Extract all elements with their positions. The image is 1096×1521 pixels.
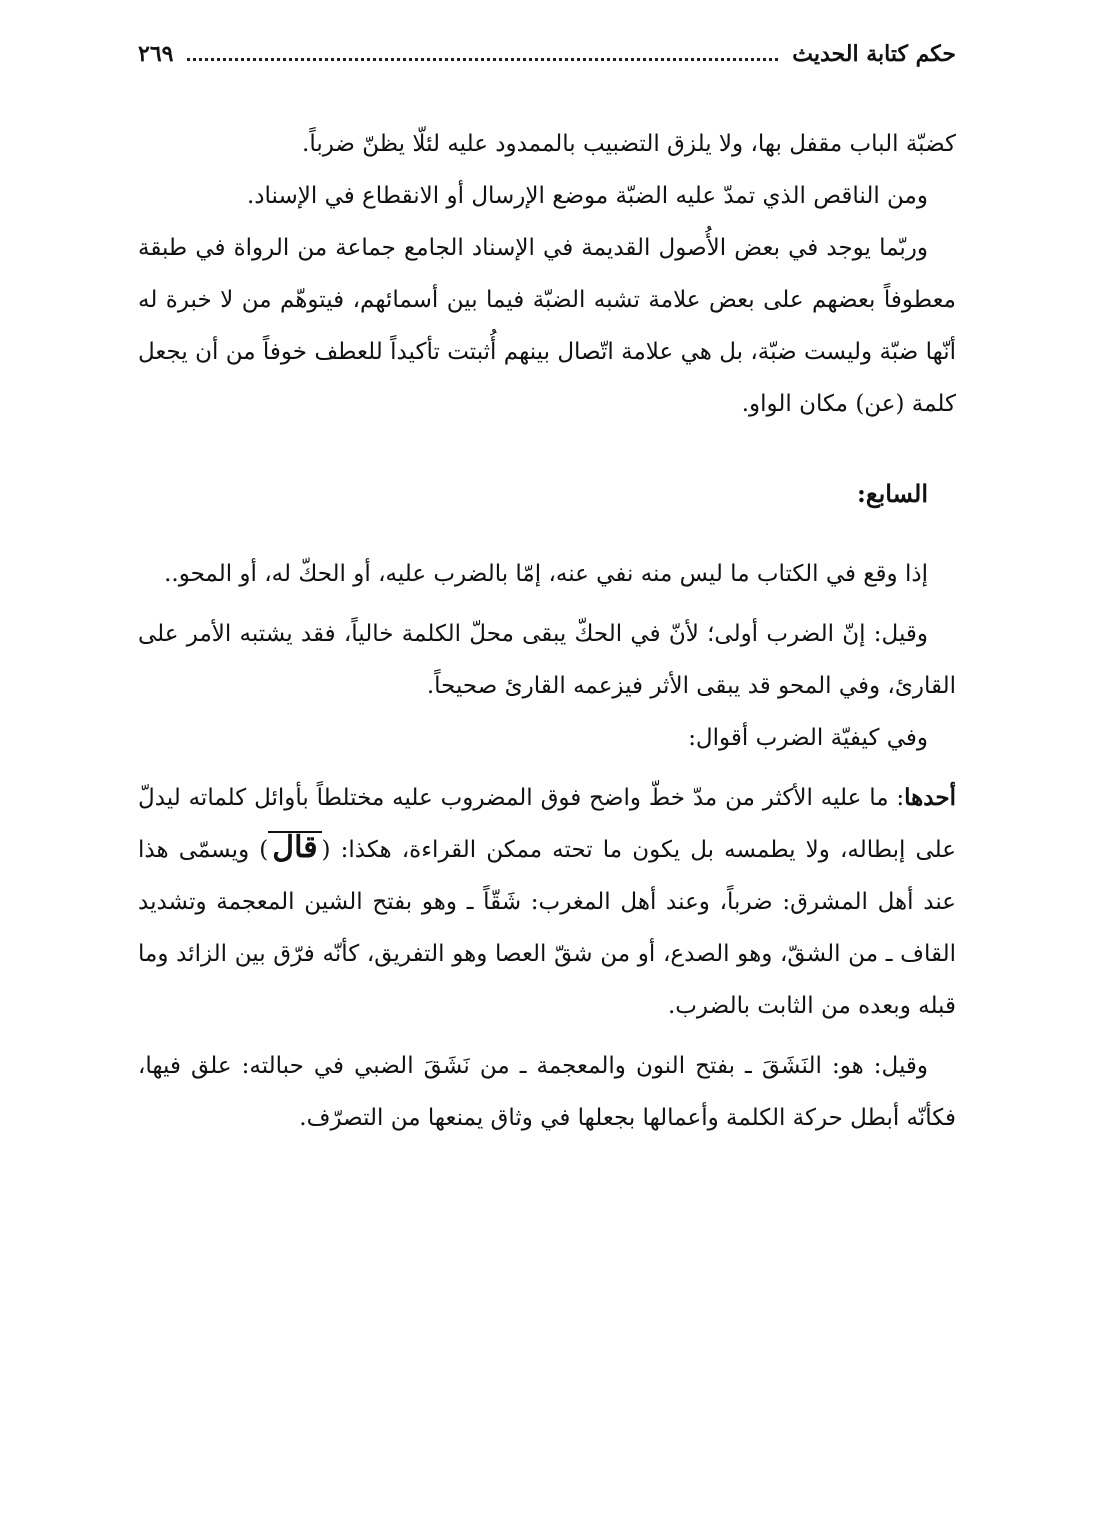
paragraph: ومن الناقص الذي تمدّ عليه الضبّة موضع الإرسال أو الانقطاع في الإسناد. bbox=[246, 183, 928, 209]
paragraph bbox=[138, 772, 956, 1032]
paragraph: وفي كيفيّة الضرب أقوال: bbox=[688, 725, 928, 751]
paragraph: وربّما يوجد في بعض الأُصول القديمة في الإسناد الجامع جماعة من الرواة في طبقة معطوفاً بعضهم على بعض علامة تشبه الضبّة فيما بين أسمائهم، فيتوهّم من لا خبرة له أنّها ضبّة وليست ضبّة، بل هي علامة اتّصال بينهم أُثبتت تأكيداً للعطف خوفاً من أن يجعل كلمة (عن) مكان الواو. bbox=[138, 235, 956, 417]
page-number: ٢٦٩ bbox=[138, 41, 174, 67]
paragraph-text: : ما عليه الأكثر من مدّ خطّ واضح فوق المضروب عليه مختلطاً بأوائل كلماته ليدلّ على إبطاله، ولا يطمسه بل يكون ما تحته ممكن القراءة، هكذا: ( bbox=[138, 785, 956, 863]
paragraph-lead: أحدها bbox=[904, 784, 956, 811]
struck-word-sample: قال bbox=[268, 831, 321, 863]
paragraph: إذا وقع في الكتاب ما ليس منه نفي عنه، إمّا بالضرب عليه، أو الحكّ له، أو المحو.. bbox=[164, 561, 928, 587]
paragraph: وقيل: إنّ الضرب أولى؛ لأنّ في الحكّ يبقى محلّ الكلمة خالياً، فقد يشتبه الأمر على القارئ، وفي المحو قد يبقى الأثر فيزعمه القارئ صحيحاً. bbox=[138, 621, 956, 699]
dotted-leader bbox=[187, 58, 778, 61]
running-header bbox=[138, 34, 956, 74]
running-title: حكم كتابة الحديث bbox=[792, 41, 956, 67]
section-heading: السابع: bbox=[856, 479, 928, 508]
body-text bbox=[138, 118, 956, 1144]
paragraph: كضبّة الباب مقفل بها، ولا يلزق التضبيب بالممدود عليه لئلّا يظنّ ضرباً. bbox=[302, 131, 956, 157]
paragraph: وقيل: هو: النَشَقَ ـ بفتح النون والمعجمة ـ من نَشَقَ الضبي في حبالته: علق فيها، فكأنّه أبطل حركة الكلمة وأعمالها بجعلها في وثاق يمنعها من التصرّف. bbox=[138, 1053, 956, 1131]
paragraph-text: ) ويسمّى هذا عند أهل المشرق: ضرباً، وعند أهل المغرب: شَقّاً ـ وهو بفتح الشين المعجمة وتشديد القاف ـ من الشقّ، وهو الصدع، أو من شقّ العصا وهو التفريق، كأنّه فرّق بين الزائد وما قبله وبعده من الثابت بالضرب. bbox=[138, 837, 956, 1019]
